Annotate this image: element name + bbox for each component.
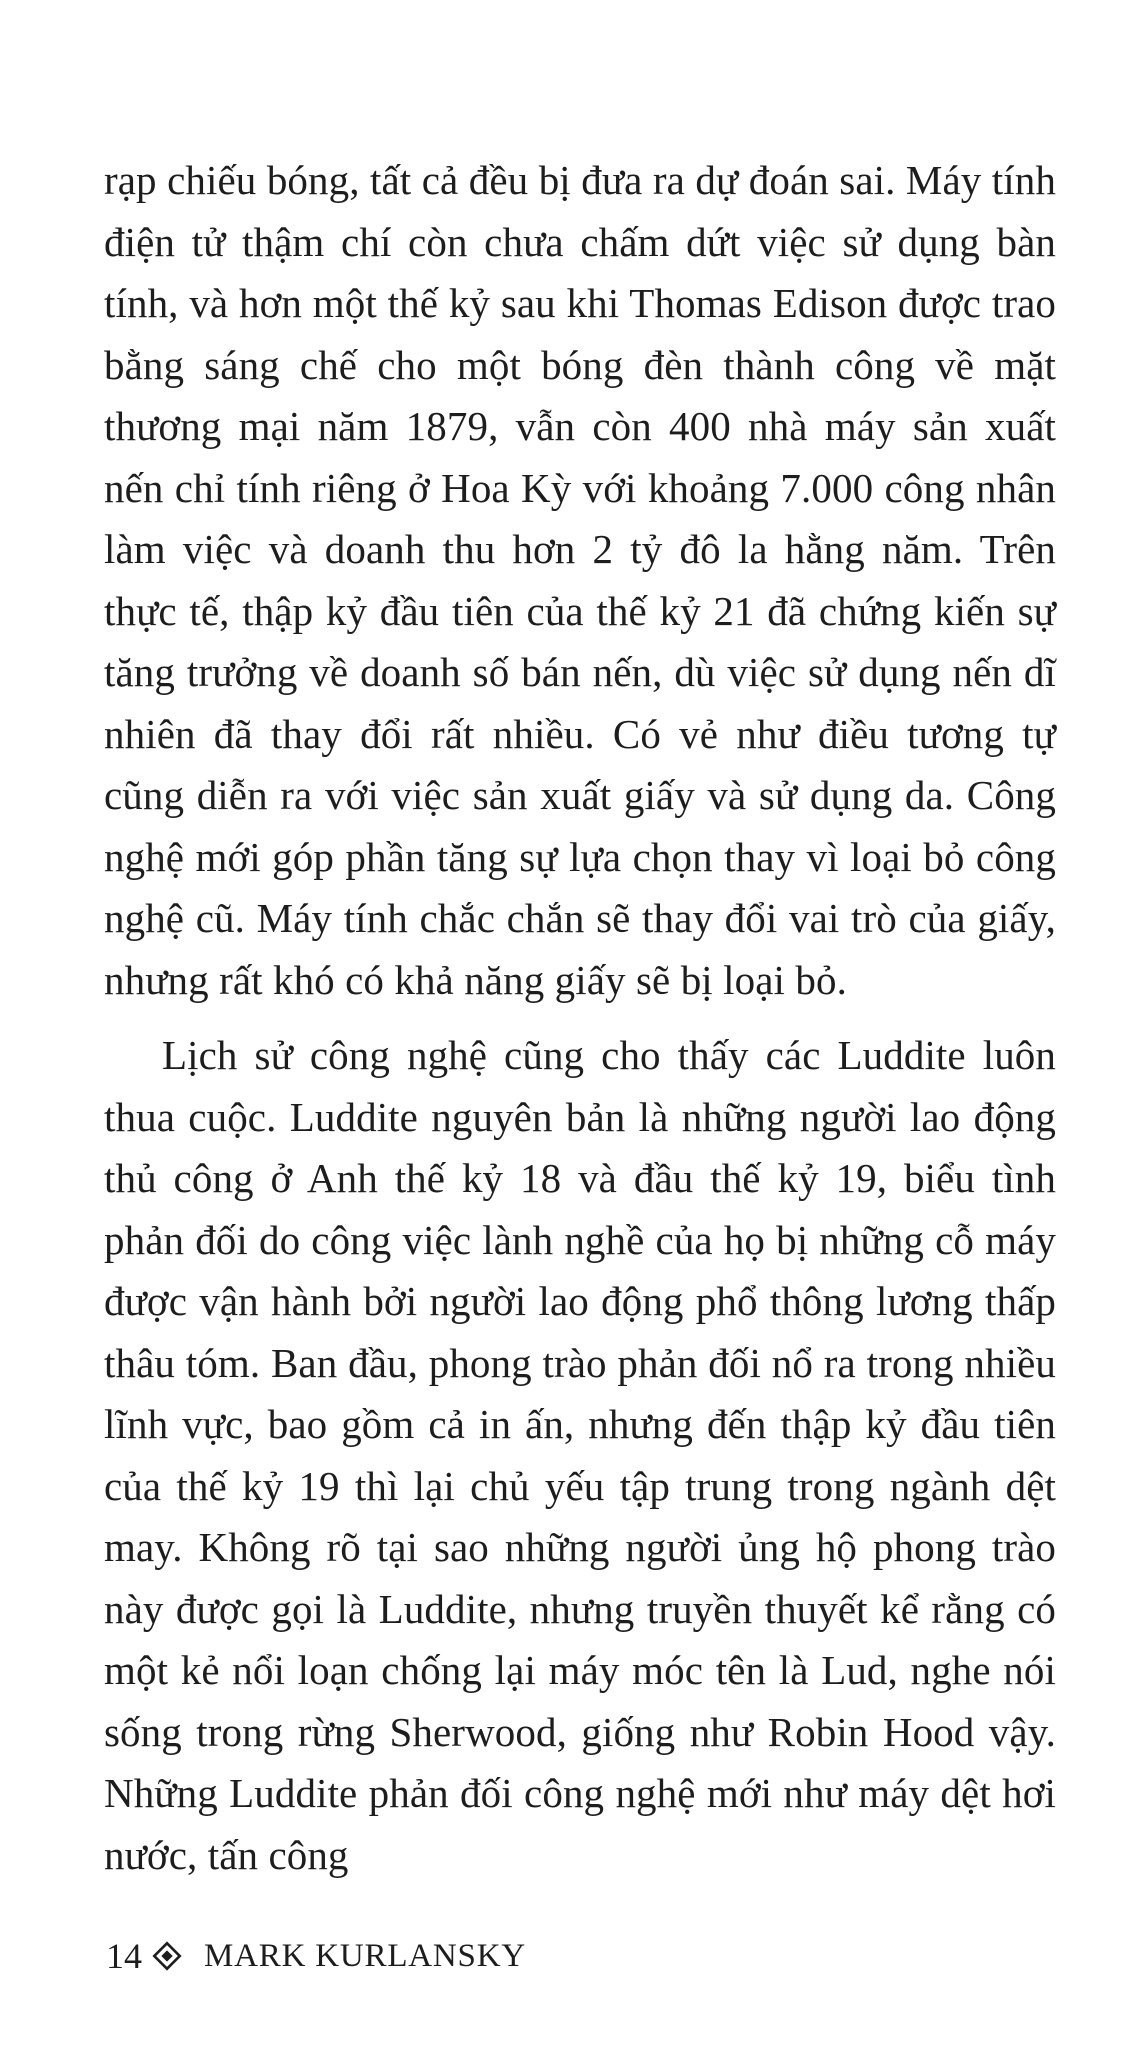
paragraph-1: rạp chiếu bóng, tất cả đều bị đưa ra dự đoán sai. Máy tính điện tử thậm chí còn chưa chấm dứt việc sử dụng bàn tính, và hơn một thế kỷ sau khi Thomas Edison được trao bằng sáng chế cho một bóng đèn thành công về mặt thương mại năm 1879, vẫn còn 400 nhà máy sản xuất nến chỉ tính riêng ở Hoa Kỳ với khoảng 7.000 công nhân làm việc và doanh thu hơn 2 tỷ đô la hằng năm. Trên thực tế, thập kỷ đầu tiên của thế kỷ 21 đã chứng kiến sự tăng trưởng về doanh số bán nến, dù việc sử dụng nến dĩ nhiên đã thay đổi rất nhiều. Có vẻ như điều tương tự cũng diễn ra với việc sản xuất giấy và sử dụng da. Công nghệ mới góp phần tăng sự lựa chọn thay vì loại bỏ công nghệ cũ. Máy tính chắc chắn sẽ thay đổi vai trò của giấy, nhưng rất khó có khả năng giấy sẽ bị loại bỏ.: [104, 157, 1056, 1003]
paragraph-2: Lịch sử công nghệ cũng cho thấy các Luddite luôn thua cuộc. Luddite nguyên bản là những người lao động thủ công ở Anh thế kỷ 18 và đầu thế kỷ 19, biểu tình phản đối do công việc lành nghề của họ bị những cỗ máy được vận hành bởi người lao động phổ thông lương thấp thâu tóm. Ban đầu, phong trào phản đối nổ ra trong nhiều lĩnh vực, bao gồm cả in ấn, nhưng đến thập kỷ đầu tiên của thế kỷ 19 thì lại chủ yếu tập trung trong ngành dệt may. Không rõ tại sao những người ủng hộ phong trào này được gọi là Luddite, nhưng truyền thuyết kể rằng có một kẻ nổi loạn chống lại máy móc tên là Lud, nghe nói sống trong rừng Sherwood, giống như Robin Hood vậy. Những Luddite phản đối công nghệ mới như máy dệt hơi nước, tấn công: [104, 1032, 1056, 1878]
author-name: MARK KURLANSKY: [204, 1937, 526, 1974]
page-footer: [106, 1932, 526, 1980]
page-number: 14: [106, 1936, 142, 1976]
diamond-ornament-icon: [152, 1941, 182, 1971]
body-text: [104, 150, 1056, 1886]
